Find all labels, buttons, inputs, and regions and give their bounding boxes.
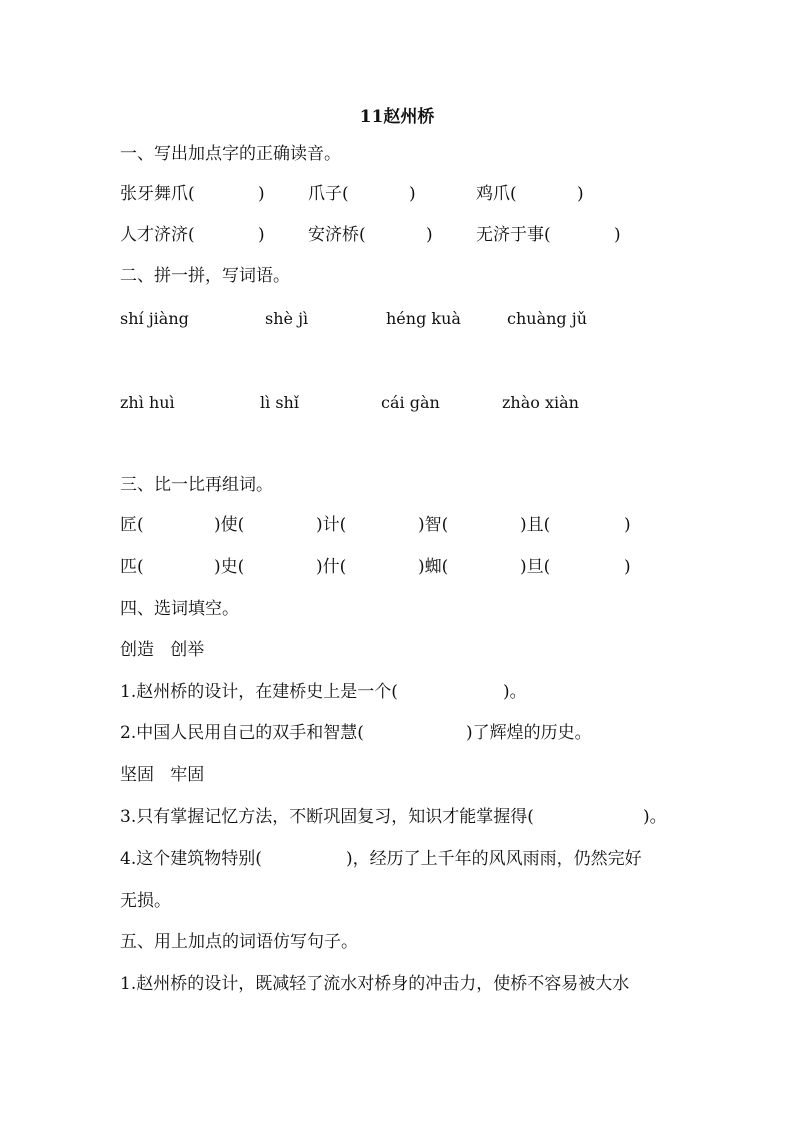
- s1-r1-c-close: ): [577, 184, 584, 204]
- q4-mid: )，经历了上千年的风风雨雨，仍然完好: [346, 849, 642, 869]
- s3-r2-1: 匹(: [120, 557, 144, 577]
- s1-r1-b-close: ): [409, 184, 416, 204]
- s2-pinyin-7: cái gàn: [381, 393, 440, 412]
- s1-r2-a-open: 人才济济(: [120, 225, 195, 245]
- s3-r1-5: )且(: [520, 515, 551, 535]
- s2-pinyin-6: lì shǐ: [260, 393, 299, 412]
- q3-end: )。: [643, 807, 667, 827]
- s1-r2-b-close: ): [426, 225, 433, 245]
- s3-r2-5: )旦(: [520, 557, 551, 577]
- q1-end: )。: [503, 682, 527, 702]
- s3-r1-4: )智(: [418, 515, 449, 535]
- s3-r2-3: )什(: [316, 557, 347, 577]
- s3-r2-4: )蜘(: [418, 557, 449, 577]
- s1-r1-b-open: 爪子(: [308, 184, 349, 204]
- q4-text: 4.这个建筑物特别(: [120, 849, 262, 869]
- s2-pinyin-2: shè jì: [265, 309, 309, 328]
- section-4-heading: 四、选词填空。: [120, 599, 239, 619]
- word-choices-2: 坚固 牢固: [120, 765, 205, 785]
- section-5-heading: 五、用上加点的词语仿写句子。: [120, 932, 358, 952]
- q2-end: )了辉煌的历史。: [466, 723, 592, 743]
- s3-r1-3: )计(: [316, 515, 347, 535]
- s2-pinyin-4: chuàng jǔ: [507, 309, 588, 328]
- s1-r2-b-open: 安济桥(: [308, 225, 366, 245]
- s1-r2-a-close: ): [258, 225, 265, 245]
- s1-r1-a-open: 张牙舞爪(: [120, 184, 195, 204]
- s1-r1-a-close: ): [258, 184, 265, 204]
- q4-cont: 无损。: [120, 891, 171, 911]
- s3-r2-6: ): [624, 557, 631, 577]
- section-1-heading: 一、写出加点字的正确读音。: [120, 144, 341, 164]
- s2-pinyin-8: zhào xiàn: [502, 393, 579, 412]
- s3-r2-2: )史(: [214, 557, 245, 577]
- q1-text: 1.赵州桥的设计，在建桥史上是一个(: [120, 682, 398, 702]
- word-choices-1: 创造 创举: [120, 640, 205, 660]
- s2-pinyin-5: zhì huì: [120, 393, 175, 412]
- section-2-heading: 二、拼一拼，写词语。: [120, 266, 290, 286]
- s1-r2-c-open: 无济于事(: [476, 225, 551, 245]
- s5-q1-text: 1.赵州桥的设计，既减轻了流水对桥身的冲击力，使桥不容易被大水: [120, 974, 630, 994]
- page-title: 11赵州桥: [359, 107, 435, 127]
- s1-r2-c-close: ): [614, 225, 621, 245]
- section-3-heading: 三、比一比再组词。: [120, 475, 273, 495]
- s3-r1-2: )使(: [214, 515, 245, 535]
- q3-text: 3.只有掌握记忆方法，不断巩固复习，知识才能掌握得(: [120, 807, 534, 827]
- s3-r1-1: 匠(: [120, 515, 144, 535]
- s2-pinyin-3: héng kuà: [386, 309, 461, 328]
- s2-pinyin-1: shí jiàng: [120, 309, 189, 328]
- s1-r1-c-open: 鸡爪(: [476, 184, 517, 204]
- q2-text: 2.中国人民用自己的双手和智慧(: [120, 723, 364, 743]
- s3-r1-6: ): [624, 515, 631, 535]
